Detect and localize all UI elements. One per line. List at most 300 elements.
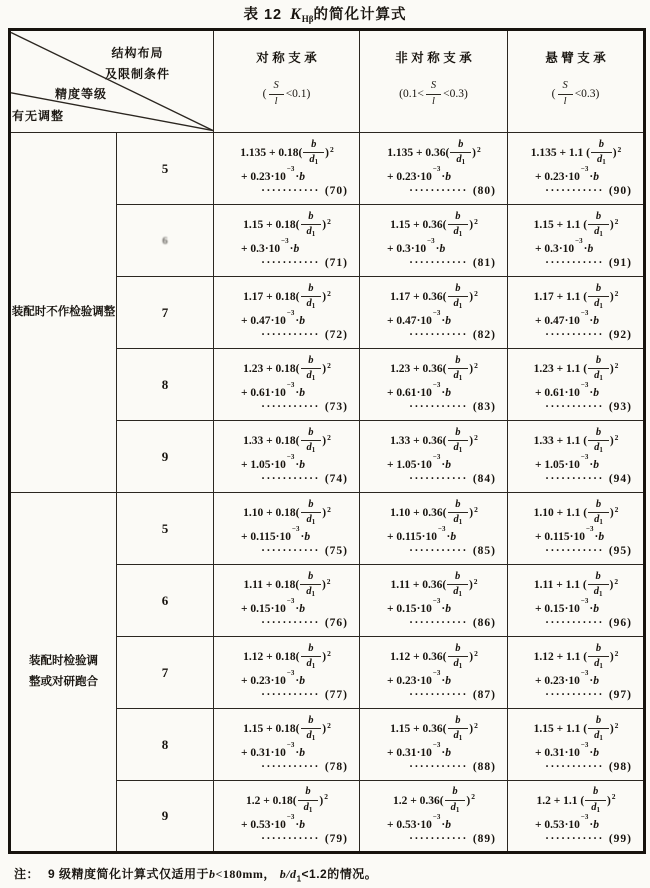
title-suffix: 的简化计算式 [313,7,407,23]
formula-cell [214,133,360,205]
fraction-denominator: $d_1$ [448,296,469,310]
b-variable: b [445,675,451,688]
equation-number: (76) [324,617,348,630]
formula-line-1 [360,356,507,383]
fraction [588,284,609,311]
formula [508,356,643,413]
formula-lead: 1.17 + 0.36( [390,291,447,304]
formula-line-3 [508,473,643,485]
formula-lead: 1.15 + 1.1 ( [533,723,588,736]
pow10: ·10 [564,171,580,184]
exponent-minus-3: −3 [286,597,295,606]
denominator-subscript: 1 [458,302,463,311]
squared-exponent: 2 [327,360,331,370]
squared-exponent: 2 [474,288,478,298]
dot-operator: · [594,531,599,544]
close-paren: ) [472,147,476,160]
exponent-minus-3: −3 [580,741,589,750]
exponent-minus-3: −3 [580,812,589,821]
dot-leader: ··········· [545,257,604,270]
squared-exponent: 2 [617,144,622,154]
b-variable: b [445,387,451,400]
close-paren: ) [469,363,474,376]
denominator-subscript: 1 [458,734,463,743]
pow10: ·10 [270,747,286,760]
formula-line-1 [360,212,507,239]
exponent-minus-3: −3 [432,381,441,390]
close-paren: ) [609,507,614,520]
fraction [448,356,469,383]
formula-cell [214,565,360,637]
denominator-subscript: 1 [311,590,315,599]
pow10: ·10 [264,243,281,256]
dot-operator: · [589,675,594,688]
formula-cell [360,709,508,781]
formula-lead: 1.12 + 0.18( [243,651,300,664]
fraction [301,356,322,383]
formula [214,284,359,341]
formula [360,644,507,701]
fraction-denominator: $d_1$ [301,728,322,742]
formula-lead: 1.33 + 1.1 ( [533,435,588,448]
exponent-minus-3: −3 [432,309,441,318]
pow10: ·10 [270,818,286,831]
b-variable: b [439,243,446,256]
b-coefficient: + 0.31 [241,747,271,760]
exponent-minus-3: −3 [432,741,441,750]
formula-line-2 [360,165,507,184]
b-variable: b [593,747,599,760]
equation-number: (90) [608,185,632,198]
formula-line-1 [360,787,507,814]
formula-line-2 [214,597,359,616]
exponent-minus-3: −3 [580,165,589,174]
formula-lead: 1.23 + 0.36( [390,363,447,376]
formula-line-1 [508,716,643,743]
denominator-subscript: 1 [311,662,316,671]
formula-cell [508,493,645,565]
formula-lead: 1.15 + 0.36( [390,723,447,736]
formula [360,716,507,773]
b-variable: b [299,675,305,688]
corner-label-precision-grade: 精度等级 [55,87,108,101]
fraction-numerator: b [595,210,602,222]
denominator-subscript: 1 [599,590,603,599]
fraction-denominator: $d_1$ [585,800,606,814]
b-coefficient: + 0.61 [241,387,271,400]
dot-operator: · [441,315,446,328]
formula-line-3 [360,833,507,845]
exponent-minus-3: −3 [580,597,589,606]
formula-cell [360,493,508,565]
fraction-numerator: b [455,714,461,726]
equation-number: (85) [472,545,496,558]
fraction-numerator: b [455,426,461,438]
pow10: ·10 [564,315,580,328]
exponent-minus-3: −3 [575,237,583,246]
equation-number: (87) [472,689,496,702]
formula-line-2 [214,525,359,544]
exponent-minus-3: −3 [286,741,295,750]
formula-line-3 [214,617,359,629]
fraction-numerator: b [305,786,311,798]
fraction [301,212,322,239]
denominator-subscript: 1 [458,374,463,383]
precision-grade: 7 [117,277,214,349]
b-coefficient: + 0.53 [387,818,417,831]
formula-line-2 [508,669,643,688]
fraction-numerator: b [595,642,602,654]
squared-exponent: 2 [614,360,619,370]
pow10: ·10 [569,531,586,544]
fraction [585,787,606,814]
close-paren: ) [322,291,327,304]
close-paren: ) [609,219,614,232]
denominator-subscript: 1 [458,446,463,455]
formula-line-1 [508,644,643,671]
fraction: $\frac{S}{l}$ [556,81,573,107]
dot-leader: ··········· [261,401,320,414]
exponent-minus-3: −3 [286,309,295,318]
formula [214,428,359,485]
formula-line-2 [360,741,507,760]
b-coefficient: + 0.47 [535,315,565,328]
b-variable: b [450,531,457,544]
formula-cell [214,205,360,277]
formula-line-3 [508,617,643,629]
formula [508,787,643,844]
formula [214,356,359,413]
exponent-minus-3: −3 [432,165,441,174]
squared-exponent: 2 [326,576,331,586]
formula-line-1 [214,356,359,383]
fraction [448,428,469,455]
fraction-numerator: b [458,138,464,150]
dot-leader: ··········· [409,689,468,702]
formula-lead: 1.15 + 0.18( [243,219,300,232]
formula-lead: 1.10 + 1.1 ( [533,507,588,520]
formula-cell [360,565,508,637]
formula-line-1 [508,500,643,527]
equation-number: (77) [324,689,348,702]
equation-number: (80) [472,185,496,198]
dot-operator: · [441,459,446,472]
formula [508,140,643,197]
exponent-minus-3: −3 [286,669,295,678]
precision-grade: 5 [117,133,214,205]
formula-cell [508,133,645,205]
fraction-numerator: b [595,426,602,438]
b-variable: b [593,171,599,184]
denominator-subscript: 1 [596,805,600,814]
b-coefficient: + 0.3 [387,243,411,256]
header-row [10,30,645,133]
fraction-denominator: $d_1$ [301,368,322,382]
dot-operator: · [289,243,294,256]
fraction-denominator: $d_1$ [588,296,609,310]
fraction-numerator: b [595,282,602,294]
formula-line-1 [214,787,359,814]
formula-lead: 1.11 + 1.1 ( [533,579,587,592]
formula-cell [360,637,508,709]
squared-exponent: 2 [474,216,478,226]
formula-line-1 [508,356,643,383]
b-variable: b [445,747,451,760]
close-paren: ) [469,219,474,232]
formula [508,428,643,485]
fraction-numerator: b [455,498,461,510]
denominator-subscript: 1 [599,302,603,311]
close-paren: ) [322,651,327,664]
formula-lead: 1.23 + 1.1 ( [533,363,588,376]
dot-leader: ··········· [261,761,320,774]
dot-operator: · [295,675,300,688]
dot-operator: · [589,315,594,328]
formula-line-1 [214,572,359,599]
fraction [448,212,469,239]
formula [508,716,643,773]
formula-line-2 [214,741,359,760]
dot-leader: ··········· [261,689,320,702]
fraction-denominator: $d_1$ [588,368,609,382]
formula-lead: 1.15 + 1.1 ( [533,219,588,232]
formula [360,212,507,269]
formula-cell [214,709,360,781]
fraction [447,572,468,599]
formula-line-3 [508,257,643,269]
pow10: ·10 [416,315,432,328]
formula-line-2 [360,309,507,328]
fraction-numerator: b [308,282,314,294]
close-paren: ) [322,363,327,376]
formula-lead: 1.2 + 1.1 ( [536,794,585,807]
formula-line-3 [508,761,643,773]
b-coefficient: + 0.115 [387,531,422,544]
b-coefficient: + 0.53 [241,818,271,831]
b-variable: b [593,603,599,616]
formula-lead: 1.135 + 0.36( [387,147,450,160]
khb-symbol: $K_{H\beta}$ [290,6,314,24]
fraction-numerator: b [308,210,314,222]
formula-line-3 [508,833,643,845]
denominator-subscript: 1 [602,158,606,167]
squared-exponent: 2 [474,432,478,442]
fraction [301,428,322,455]
b-coefficient: + 0.23 [387,675,417,688]
dot-operator: · [295,459,300,472]
fraction-denominator: $d_1$ [301,296,322,310]
equation-number: (92) [608,329,632,342]
fraction-numerator: b [311,138,317,150]
formula-line-2 [508,237,643,256]
b-variable: b [299,747,305,760]
exponent-minus-3: −3 [432,669,441,678]
formula-line-3 [360,761,507,773]
dot-operator: · [583,243,588,256]
denominator-subscript: 1 [458,662,463,671]
precision-grade: 9 [117,781,214,853]
formula-lead: 1.17 + 1.1 ( [533,291,588,304]
squared-exponent: 2 [327,648,331,658]
formula-line-2 [508,597,643,616]
table-row [10,493,645,565]
exponent-minus-3: −3 [286,165,295,174]
b-coefficient: + 1.05 [241,459,271,472]
pow10: ·10 [270,315,286,328]
fraction [448,644,469,671]
dot-leader: ··········· [409,617,468,630]
fraction-numerator: b [455,282,461,294]
close-paren: ) [469,507,474,520]
equation-number: (79) [324,832,348,845]
denominator-subscript: 1 [311,230,316,239]
formula-line-1 [508,787,643,814]
fraction-denominator: $d_1$ [588,656,609,670]
precision-grade: 8 [117,709,214,781]
formula-line-1 [508,140,643,167]
formula [214,212,359,269]
khb-formula-table [8,28,646,854]
dot-operator: · [435,243,440,256]
dot-leader: ··········· [545,473,604,486]
b-variable: b [299,171,305,184]
formula-line-1 [214,428,359,455]
formula [508,572,643,629]
denominator-subscript: 1 [461,158,466,167]
dot-operator: · [295,315,300,328]
denominator-subscript: 1 [311,374,316,383]
corner-label-adjustment: 有无调整 [12,109,65,123]
formula-line-2 [360,812,507,831]
exponent-minus-3: −3 [586,525,594,534]
denominator-subscript: 1 [311,734,316,743]
formula-cell [508,277,645,349]
squared-exponent: 2 [327,432,331,442]
squared-exponent: 2 [474,720,478,730]
squared-exponent: 2 [474,504,478,514]
equation-number: (96) [608,617,632,630]
formula-cell [508,709,645,781]
b-variable: b [299,818,305,831]
group-label-line: 装配时检验调 [29,655,98,667]
support-condition: ( $\frac{S}{l}$ <0.1) [262,80,311,107]
fraction [450,140,471,167]
fraction-denominator: $d_1$ [448,440,469,454]
denominator-subscript: 1 [599,230,603,239]
b-coefficient: + 0.15 [387,603,417,616]
denominator-subscript: 1 [308,805,313,814]
formula-lead: 1.2 + 0.18( [246,794,297,807]
formula [214,572,359,629]
formula-line-1 [508,428,643,455]
fraction [588,716,609,743]
b-coefficient: + 0.23 [387,171,417,184]
formula-line-3 [214,761,359,773]
squared-exponent: 2 [324,792,328,802]
close-paren: ) [322,723,327,736]
corner-label-structure: 结构布局 及限制条件 [105,46,171,81]
b-coefficient: + 0.31 [535,747,565,760]
formula-line-3 [360,329,507,341]
formula-line-3 [360,257,507,269]
formula-line-2 [360,669,507,688]
fraction-numerator: b [595,498,602,510]
exponent-minus-3: −3 [427,237,435,246]
formula-line-3 [214,545,359,557]
equation-number: (81) [472,257,496,270]
formula-line-3 [214,257,359,269]
column-header-symmetric: 对 称 支 承 ( $\frac{S}{l}$ <0.1) [214,30,360,133]
formula-line-2 [508,741,643,760]
formula-line-1 [214,716,359,743]
formula [360,572,507,629]
formula-cell [508,781,645,853]
dot-operator: · [446,531,451,544]
fraction-denominator: $d_1$ [303,152,324,166]
row-group-label [10,493,117,853]
corner-cell [10,30,214,133]
denominator-subscript: 1 [599,518,603,527]
dot-operator: · [295,387,300,400]
equation-number: (73) [324,401,348,414]
fraction-denominator: $d_1$ [450,152,471,166]
formula-lead: 1.12 + 1.1 ( [533,651,588,664]
formula-line-2 [360,453,507,472]
formula-line-3 [360,185,507,197]
squared-exponent: 2 [329,144,334,154]
exponent-minus-3: −3 [438,525,446,534]
dot-operator: · [441,675,446,688]
precision-grade: 7 [117,637,214,709]
fraction [301,284,322,311]
precision-grade: 6 [117,205,214,277]
dot-operator: · [441,747,446,760]
formula-line-1 [508,284,643,311]
dot-leader: ··········· [545,329,604,342]
fraction [301,644,322,671]
fraction-denominator: $d_1$ [588,728,609,742]
denominator-subscript: 1 [458,590,462,599]
dot-leader: ··········· [545,832,604,845]
denominator-subscript: 1 [599,374,603,383]
formula-line-2 [360,597,507,616]
pow10: ·10 [270,675,286,688]
formula-line-3 [508,545,643,557]
exponent-minus-3: −3 [286,812,295,821]
b-coefficient: + 0.115 [241,531,276,544]
dot-operator: · [441,818,446,831]
column-header-asymmetric: 非 对 称 支 承 (0.1< $\frac{S}{l}$ <0.3) [360,30,508,133]
b-variable: b [304,531,311,544]
formula-cell [360,781,508,853]
formula-line-1 [360,716,507,743]
exponent-minus-3: −3 [286,453,295,462]
formula-line-3 [508,185,643,197]
dot-operator: · [300,531,305,544]
exponent-minus-3: −3 [286,381,295,390]
squared-exponent: 2 [614,648,619,658]
equation-number: (98) [608,761,632,774]
close-paren: ) [321,579,326,592]
formula-line-2 [360,381,507,400]
fraction-denominator: $d_1$ [448,512,469,526]
denominator-subscript: 1 [458,518,463,527]
fraction-denominator: $d_1$ [298,800,319,814]
formula-line-1 [360,644,507,671]
squared-exponent: 2 [611,792,616,802]
fraction-denominator: $d_1$ [301,656,322,670]
formula [508,500,643,557]
